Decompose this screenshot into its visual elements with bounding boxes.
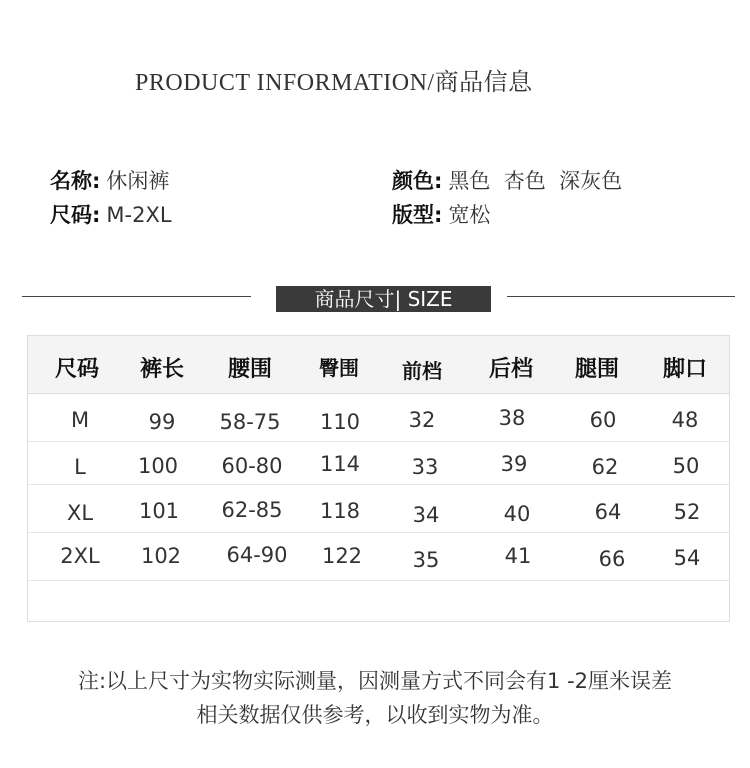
header-hip: 臀围 <box>319 356 359 380</box>
header-back-rise: 后档 <box>488 357 533 382</box>
info-color-label: 颜色 <box>392 169 434 193</box>
table-cell: 60 <box>589 408 617 432</box>
info-size-sep: : <box>92 203 101 227</box>
table-cell: 41 <box>504 544 532 568</box>
table-cell: 2XL <box>60 544 100 568</box>
header-waist: 腰围 <box>227 357 272 382</box>
table-cell: 62 <box>591 455 619 479</box>
table-cell: 99 <box>148 410 176 434</box>
table-cell: 102 <box>140 544 182 568</box>
size-section-badge: 商品尺寸| SIZE <box>276 286 491 312</box>
info-size-label: 尺码 <box>50 203 92 227</box>
info-name-sep: : <box>92 169 101 193</box>
header-front-rise: 前档 <box>402 359 442 383</box>
info-name-label: 名称 <box>50 169 92 193</box>
table-cell: 66 <box>598 547 626 571</box>
table-cell: 114 <box>319 452 361 476</box>
info-fit-label: 版型 <box>392 203 434 227</box>
info-name <box>50 171 169 192</box>
row-divider <box>28 484 729 485</box>
divider-right <box>507 296 735 297</box>
table-cell: 32 <box>408 408 436 432</box>
table-cell: 100 <box>137 454 179 478</box>
table-cell: 64 <box>594 500 622 524</box>
header-thigh: 腿围 <box>574 357 619 382</box>
note-line-1: 注:以上尺寸为实物实际测量，因测量方式不同会有1 -2厘米误差 <box>77 669 673 693</box>
table-cell: 60-80 <box>221 454 283 478</box>
table-cell: 35 <box>412 548 440 572</box>
table-cell: 52 <box>673 500 701 524</box>
table-cell: 33 <box>411 455 439 479</box>
table-cell: 118 <box>319 499 361 523</box>
page-title: PRODUCT INFORMATION/商品信息 <box>135 70 533 96</box>
table-cell: 122 <box>321 544 363 568</box>
table-cell: XL <box>66 501 94 525</box>
table-cell: 40 <box>503 502 531 526</box>
info-fit-value: 宽松 <box>448 203 491 227</box>
row-divider <box>28 441 729 442</box>
table-cell: 58-75 <box>219 410 281 434</box>
info-size-value: M-2XL <box>106 203 172 227</box>
table-cell: 39 <box>500 452 528 476</box>
table-cell: 50 <box>672 454 700 478</box>
info-color-sep: : <box>434 169 443 193</box>
table-header-row <box>28 336 729 394</box>
table-cell: 38 <box>498 406 526 430</box>
header-leg-opening: 脚口 <box>662 357 707 382</box>
header-size: 尺码 <box>54 357 99 382</box>
info-fit <box>392 205 490 226</box>
table-cell: 34 <box>412 503 440 527</box>
divider-left <box>22 296 251 297</box>
info-color <box>392 171 622 192</box>
table-cell: 54 <box>673 546 701 570</box>
header-length: 裤长 <box>139 357 184 382</box>
info-fit-sep: : <box>434 203 443 227</box>
table-cell: 101 <box>138 499 180 523</box>
row-divider <box>28 580 729 581</box>
table-cell: M <box>70 408 90 432</box>
table-cell: 64-90 <box>226 543 288 567</box>
note-line-2: 相关数据仅供参考，以收到实物为准。 <box>196 703 554 727</box>
table-cell: 110 <box>319 410 361 434</box>
row-divider <box>28 532 729 533</box>
size-table <box>27 335 730 622</box>
info-color-value: 黑色 杏色 深灰色 <box>448 169 623 193</box>
info-name-value: 休闲裤 <box>106 169 170 193</box>
info-size <box>50 205 172 226</box>
table-cell: L <box>74 455 86 479</box>
table-cell: 62-85 <box>221 498 283 522</box>
table-cell: 48 <box>671 408 699 432</box>
